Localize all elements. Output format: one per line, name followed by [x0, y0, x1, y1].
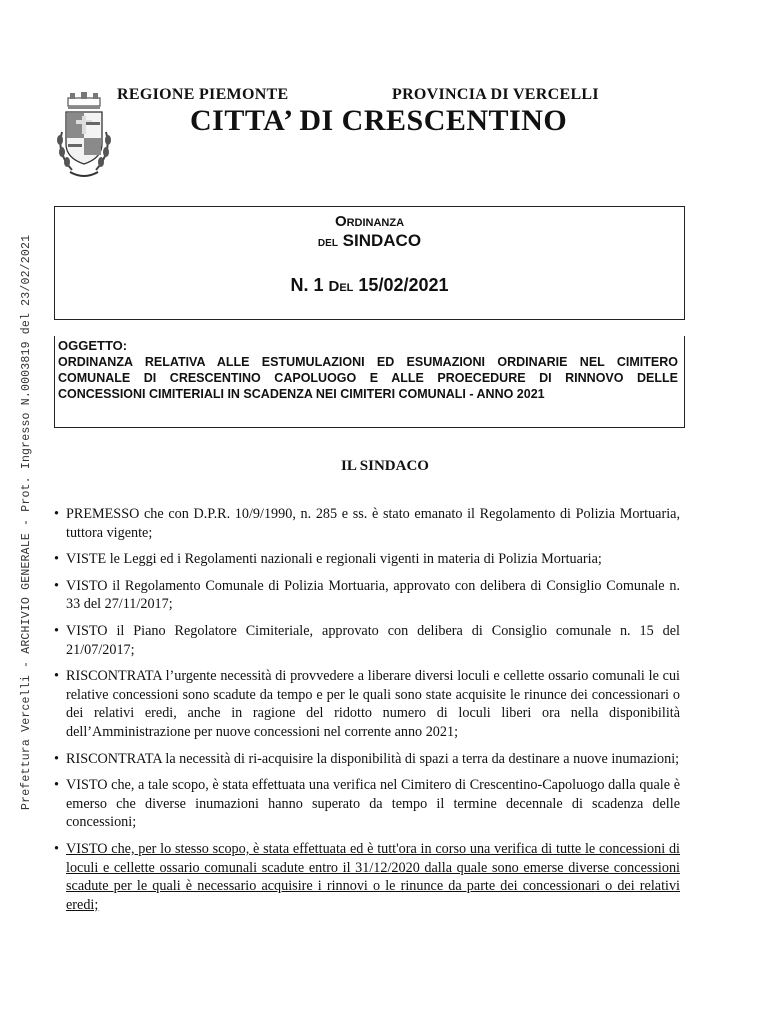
list-item	[54, 776, 680, 832]
bullet-icon: •	[54, 750, 59, 767]
list-item-text: VISTO il Piano Regolatore Cimiteriale, approvato con delibera di Consiglio comunale n. 15 del 21/07/2017;	[66, 622, 680, 658]
subject-box	[54, 336, 685, 428]
subject-text: ORDINANZA RELATIVA ALLE ESTUMULAZIONI ED ESUMAZIONI ORDINARIE NEL CIMITERO COMUNALE DI CRESCENTINO CAPOLUOGO E ALLE PROECEDURE DI RINNOVO DELLE CONCESSIONI CIMITERIALI IN SCADENZA NEI CIMITERI COMUNALI - ANNO 2021	[58, 355, 678, 401]
bullet-icon: •	[54, 622, 59, 639]
list-item	[54, 577, 680, 614]
list-item	[54, 840, 680, 914]
list-item-text: VISTE le Leggi ed i Regolamenti nazionali e regionali vigenti in materia di Polizia Mortuaria;	[66, 551, 602, 568]
list-item-text: VISTO che, per lo stesso scopo, è stata effettuata ed è tutt'ora in corso una verifica di tutte le concessioni di loculi e cellette ossario comunali scadute entro il 31/12/2020 dalla quale sono emerse diverse concessioni scadute per le quali è necessario acquisire i rinnovi o le rinunce da parte dei concessionari o dei relativi eredi;	[66, 840, 680, 913]
list-item-text: VISTO che, a tale scopo, è stata effettuata una verifica nel Cimitero di Crescentino-Capoluogo dalla quale è emerso che diverse inumazioni hanno superato da tempo il termine decennale di scadenza delle concessioni;	[66, 777, 680, 831]
bullet-icon: •	[54, 840, 59, 857]
bullet-icon: •	[54, 777, 59, 794]
city-title: CITTA’ DI CRESCENTINO	[190, 104, 568, 137]
bullet-icon: •	[54, 551, 59, 568]
subject-label: OGGETTO:	[58, 338, 128, 353]
bullet-icon: •	[54, 506, 59, 522]
ordinance-date: 15/02/2021	[358, 275, 449, 295]
ordinance-title-box	[54, 206, 685, 320]
protocol-stamp: Prefettura Vercelli - ARCHIVIO GENERALE - Prot. Ingresso N.0003819 del 23/02/2021	[20, 234, 33, 810]
ordinance-subtitle-main: SINDACO	[342, 231, 422, 250]
bullet-icon: •	[54, 668, 59, 685]
ordinance-title: Ordinanza	[334, 213, 405, 230]
ordinance-subtitle	[55, 231, 684, 251]
list-item-text: VISTO il Regolamento Comunale di Polizia Mortuaria, approvato con delibera di Consiglio Comunale n. 33 del 27/11/2017;	[66, 577, 680, 613]
ordinance-number	[55, 275, 684, 296]
list-item	[54, 667, 680, 741]
ordinance-subtitle-prefix: del	[317, 233, 338, 249]
premises-list	[54, 505, 680, 922]
ordinance-number-del: Del	[328, 278, 354, 295]
municipal-crest-icon	[54, 92, 114, 182]
list-item-text: RISCONTRATA la necessità di ri-acquisire la disponibilità di spazi a terra da destinare a nuove inumazioni;	[66, 750, 680, 767]
province-heading: PROVINCIA DI VERCELLI	[392, 86, 599, 103]
bullet-icon: •	[54, 577, 59, 594]
list-item	[54, 505, 680, 542]
list-item-text: PREMESSO che con D.P.R. 10/9/1990, n. 285 e ss. è stato emanato il Regolamento di Polizia Mortuaria, tuttora vigente;	[66, 506, 680, 541]
sindaco-heading: IL SINDACO	[341, 458, 429, 474]
region-heading: REGIONE PIEMONTE	[117, 86, 289, 103]
ordinance-number-prefix: N. 1	[290, 275, 324, 295]
list-item	[54, 750, 680, 769]
list-item	[54, 550, 680, 569]
list-item	[54, 622, 680, 659]
list-item-text: RISCONTRATA l’urgente necessità di provvedere a liberare diversi loculi e cellette ossario comunali le cui relative concessioni sono scadute da tempo e per le quali sono state acquisite le rinunce dei concessionari o dei relativi eredi, anche in ragione del ridotto numero di loculi liberi ora nella disponibilità dell’Amministrazione per nuove concessioni nel corrente anno 2021;	[66, 668, 680, 740]
